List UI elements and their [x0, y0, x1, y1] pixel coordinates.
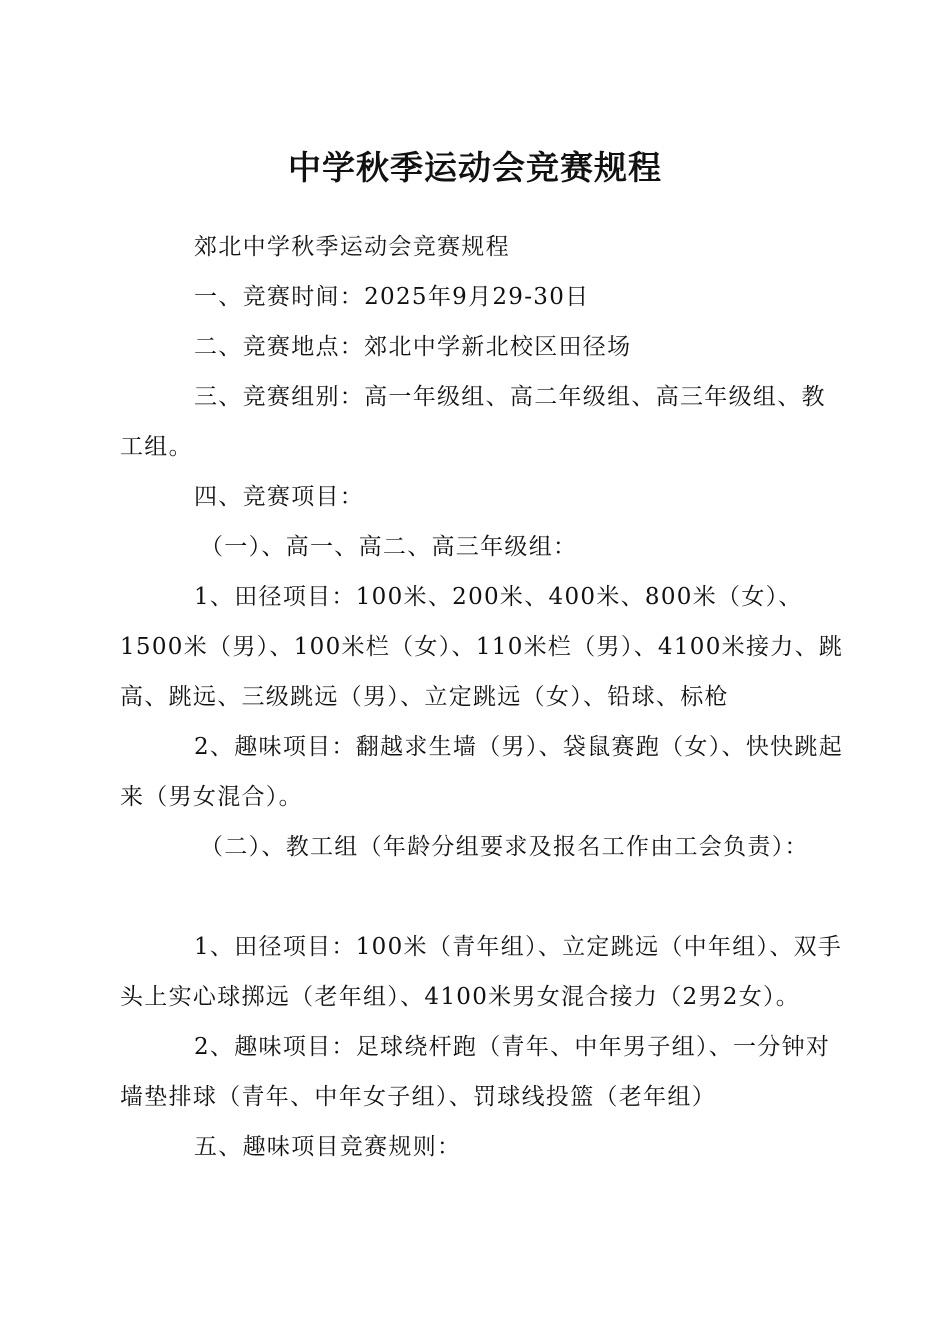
- paragraph-heading: 郊北中学秋季运动会竞赛规程: [194, 234, 510, 260]
- paragraph-staff-track-field: 1、田径项目：100米（青年组）、立定跳远（中年组）、双手头上实心球掷远（老年组）、4100米男女混合接力（2男2女）。: [120, 934, 843, 1010]
- blank-line: [120, 872, 850, 922]
- paragraph-groups: 三、竞赛组别：高一年级组、高二年级组、高三年级组、教工组。: [120, 384, 826, 460]
- paragraph-events-heading: 四、竞赛项目：: [194, 484, 365, 510]
- paragraph-location: 二、竞赛地点：郊北中学新北校区田径场: [194, 334, 632, 360]
- paragraph-student-groups: （一）、高一、高二、高三年级组：: [200, 534, 578, 560]
- document-title: 中学秋季运动会竞赛规程: [288, 148, 662, 187]
- paragraph-staff-fun-events: 2、趣味项目：足球绕杆跑（青年、中年男子组）、一分钟对墙垫排球（青年、中年女子组）、罚球线投篮（老年组）: [120, 1034, 831, 1110]
- paragraph-staff-group: （二）、教工组（年龄分组要求及报名工作由工会负责）：: [200, 834, 809, 860]
- paragraph-fun-rules-heading: 五、趣味项目竞赛规则：: [194, 1134, 462, 1160]
- document-body: [120, 222, 850, 1172]
- paragraph-time: 一、竞赛时间：2025年9月29-30日: [194, 284, 590, 310]
- paragraph-student-fun-events: 2、趣味项目：翻越求生墙（男）、袋鼠赛跑（女）、快快跳起来（男女混合）。: [120, 734, 844, 810]
- paragraph-student-track-field: 1、田径项目：100米、200米、400米、800米（女）、1500米（男）、100米栏（女）、110米栏（男）、4100米接力、跳高、跳远、三级跳远（男）、立定跳远（女）、铅球、标枪: [120, 584, 844, 710]
